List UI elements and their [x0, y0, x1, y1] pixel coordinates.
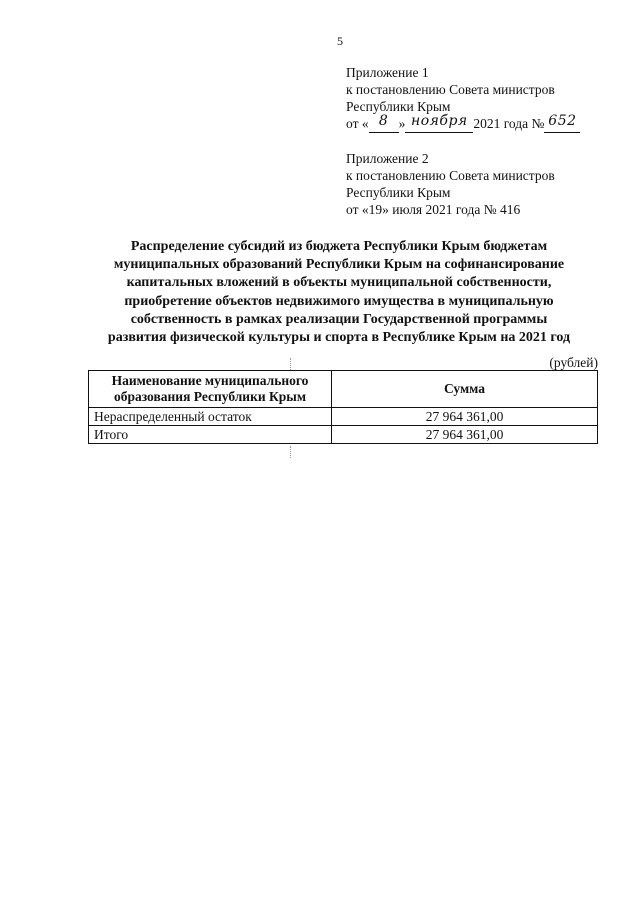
title-line: приобретение объектов недвижимого имущества в муниципальную: [124, 293, 554, 309]
title-line: развития физической культуры и спорта в Республике Крым на 2021 год: [107, 330, 571, 346]
table-row: [89, 426, 598, 444]
handwritten-month: ноября: [411, 113, 468, 129]
date-prefix: от «: [346, 116, 369, 131]
appendix-2-line2: к постановлению Совета министров: [346, 168, 555, 183]
handwritten-number-field: [544, 113, 580, 133]
date-day-close: »: [398, 116, 406, 131]
header-name-line: образования Республики Крым: [113, 389, 307, 404]
title-line: капитальных вложений в объекты муниципальной собственности,: [126, 275, 552, 291]
header-name-line: Наименование муниципального: [111, 373, 309, 388]
units-label: (рублей): [549, 355, 598, 370]
header-sum: Сумма: [332, 371, 598, 408]
appendix-1-line3: Республики Крым: [346, 99, 451, 114]
row-name: Итого: [89, 426, 332, 444]
appendix-2-date-line: от «19» июля 2021 года № 416: [346, 202, 521, 217]
title-line: собственность в рамках реализации Государственной программы: [130, 311, 548, 327]
appendix-1-header: [346, 64, 580, 133]
table-row: [89, 408, 598, 426]
document-title: [84, 238, 594, 347]
handwritten-month-field: [405, 113, 473, 133]
appendix-1-line2: к постановлению Совета министров: [346, 82, 555, 97]
header-municipality-name: [89, 371, 332, 408]
subsidies-table: [88, 370, 598, 444]
row-sum: 27 964 361,00: [332, 426, 598, 444]
scan-artifact-line: [290, 358, 292, 370]
appendix-2-header: [346, 150, 555, 218]
table-header-row: [89, 371, 598, 408]
handwritten-day: 8: [378, 113, 389, 129]
date-year-text: 2021 года №: [473, 116, 545, 131]
page-number: 5: [337, 34, 343, 48]
title-line: муниципальных образований Республики Крым на софинансирование: [113, 257, 565, 273]
scan-artifact-line: [290, 446, 292, 458]
row-sum: 27 964 361,00: [332, 408, 598, 426]
handwritten-number: 652: [548, 113, 577, 129]
row-name: Нераспределенный остаток: [89, 408, 332, 426]
appendix-2-title: Приложение 2: [346, 151, 429, 166]
handwritten-day-field: [369, 113, 399, 133]
title-line: Распределение субсидий из бюджета Республики Крым бюджетам: [130, 239, 548, 254]
appendix-2-line3: Республики Крым: [346, 185, 451, 200]
appendix-1-date-line: [346, 115, 580, 133]
appendix-1-title: Приложение 1: [346, 65, 429, 80]
